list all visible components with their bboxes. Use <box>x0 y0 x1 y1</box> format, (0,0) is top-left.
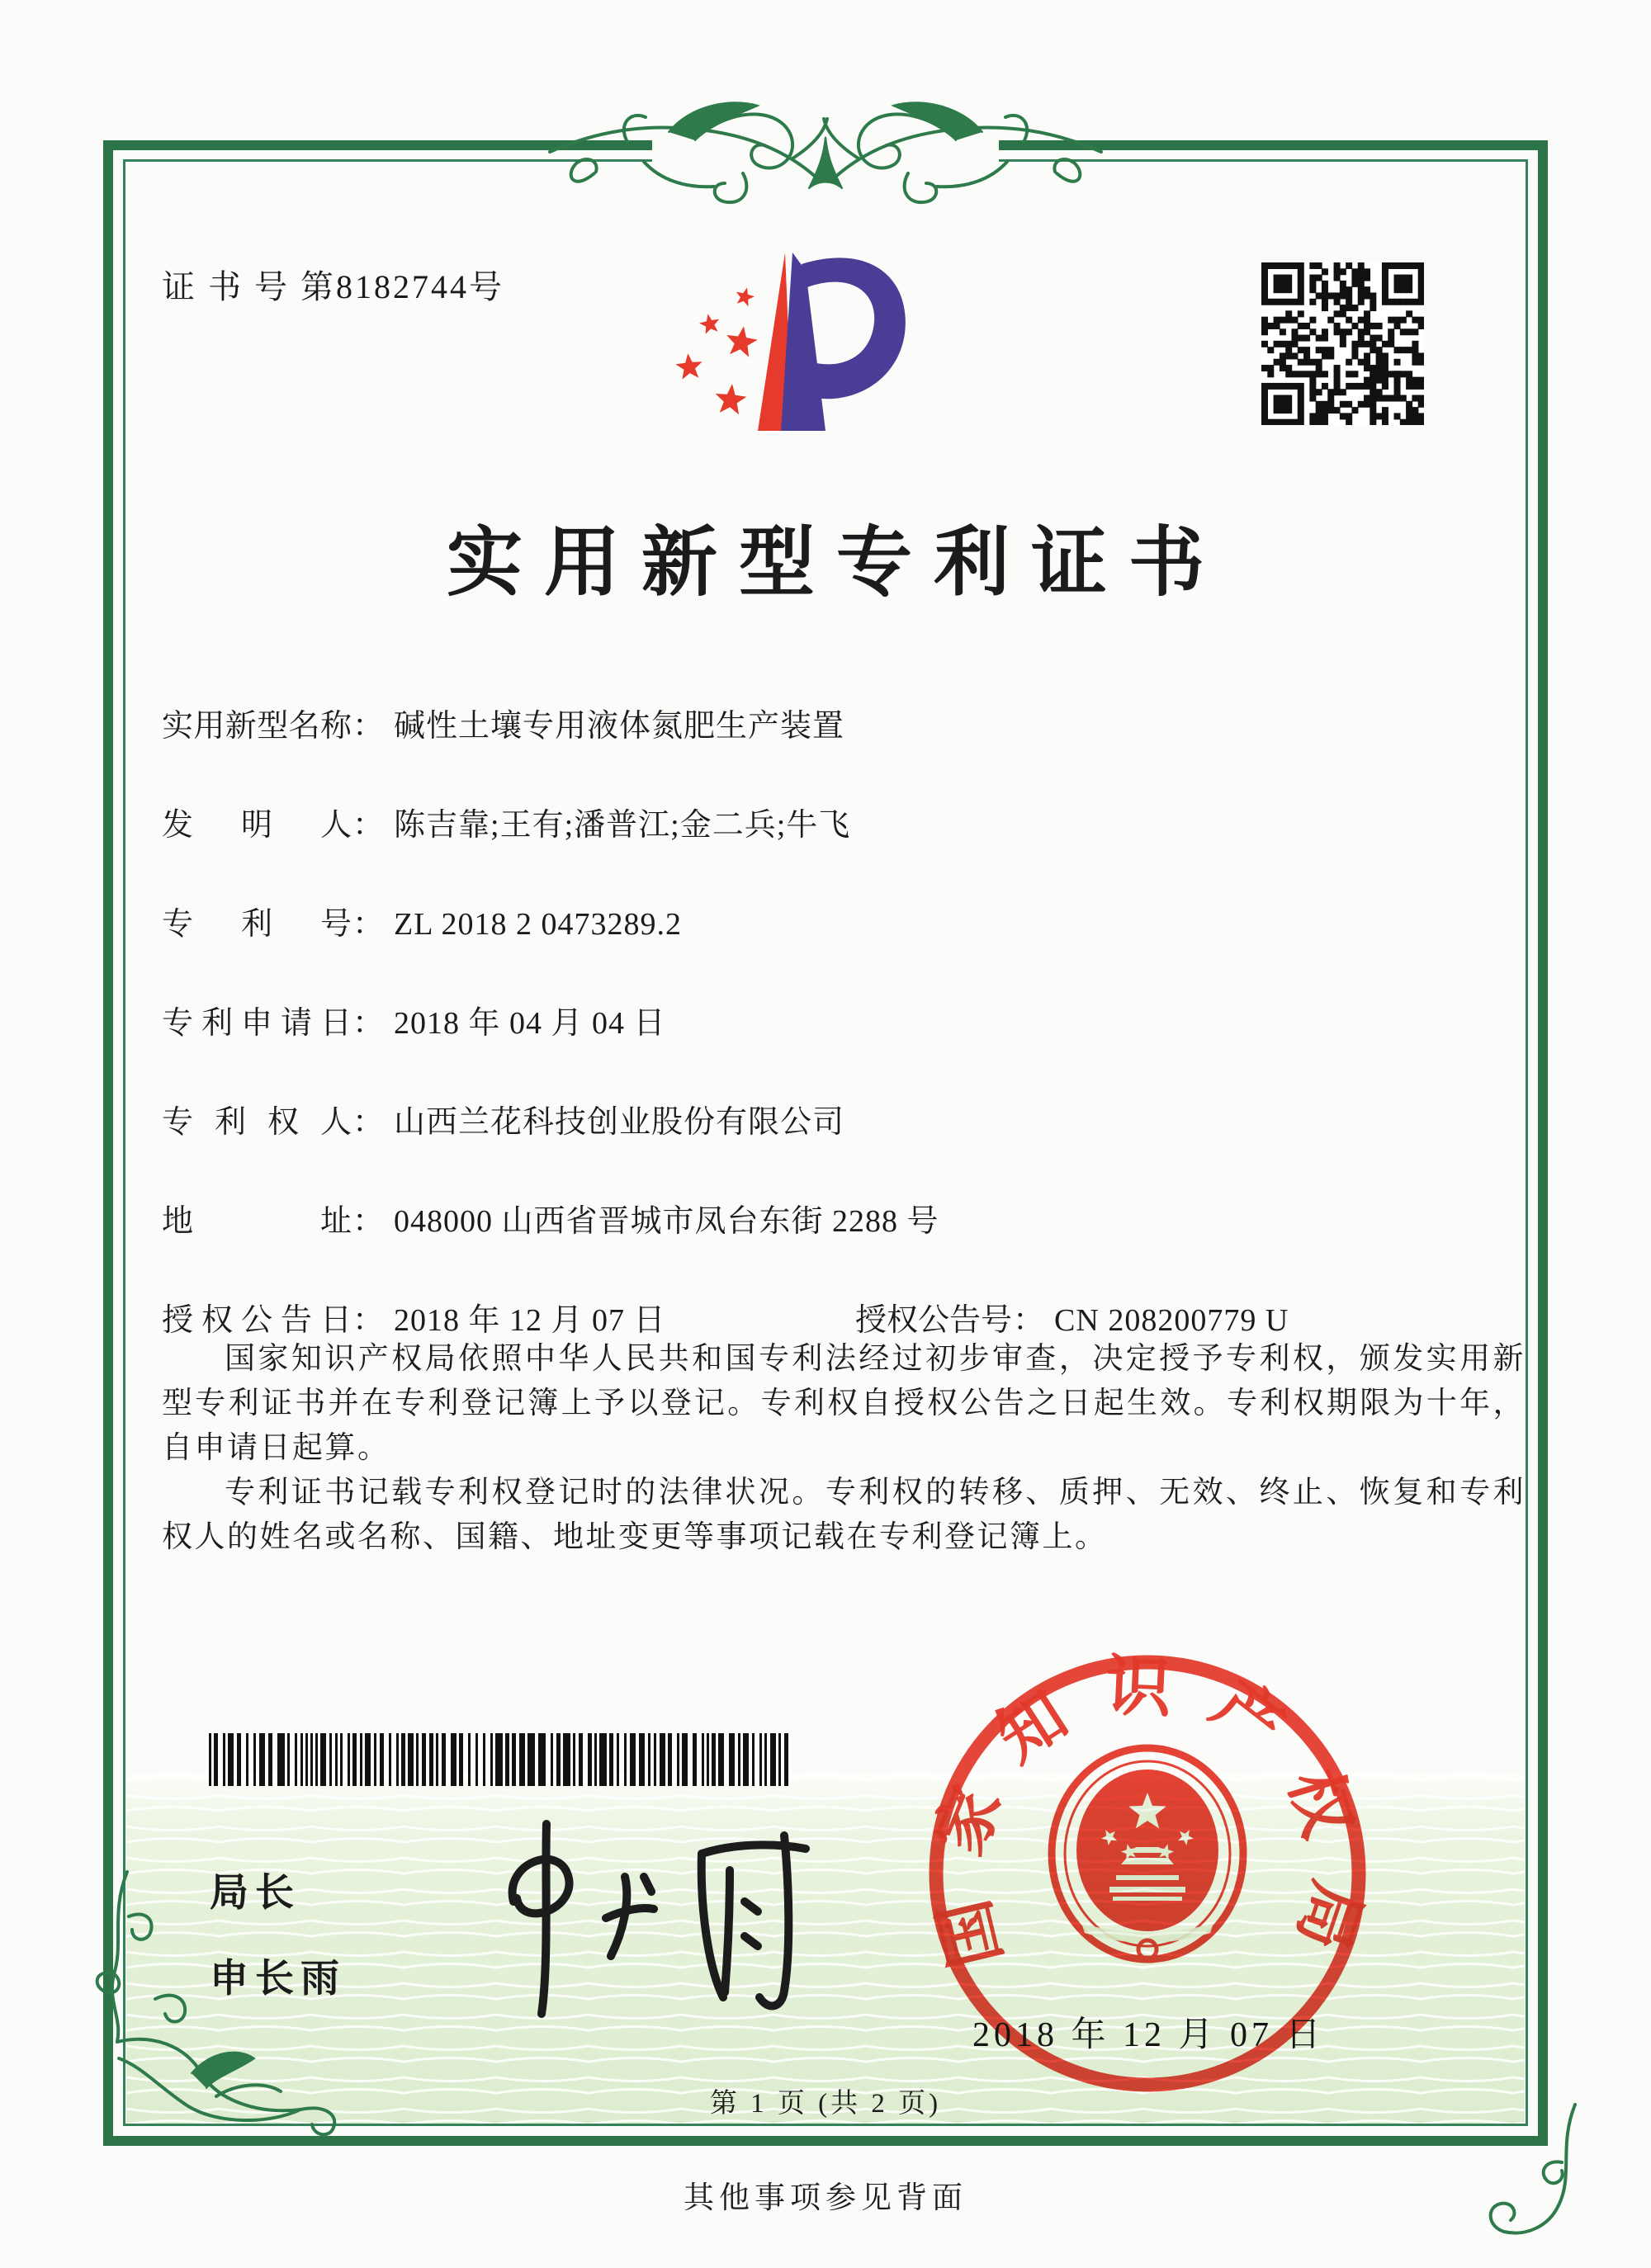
colon: ： <box>352 808 385 843</box>
cnipa-logo-icon <box>636 231 1007 479</box>
field-value: 2018 年 12 月 07 日 <box>394 1303 666 1338</box>
field-value: CN 208200779 U <box>1054 1303 1289 1338</box>
field-label: 授权公告日 <box>162 1303 352 1338</box>
seal-date: 2018 年 12 月 07 日 <box>972 2016 1325 2054</box>
back-note: 其他事项参见背面 <box>684 2181 967 2215</box>
colon: ： <box>352 1105 385 1140</box>
national-emblem-icon <box>1052 1748 1243 1959</box>
page-number: 第 1 页 (共 2 页) <box>709 2089 942 2119</box>
certificate-number: 证 书 号 第8182744号 <box>162 268 504 305</box>
field-value: 碱性土壤专用液体氮肥生产装置 <box>394 709 845 744</box>
director-name: 申长雨 <box>210 1956 346 2000</box>
field-value: 048000 山西省晋城市凤台东街 2288 号 <box>394 1204 939 1239</box>
colon: ： <box>352 709 385 744</box>
legal-text <box>162 1337 1526 1560</box>
field-row-inventors <box>162 799 1532 848</box>
field-label: 专利号 <box>162 907 352 942</box>
field-label: 专利申请日 <box>162 1006 352 1041</box>
logo-stars-icon <box>675 287 757 414</box>
field-label: 发明人 <box>162 808 352 843</box>
field-label: 实用新型名称 <box>162 709 352 744</box>
legal-paragraph-2: 专利证书记载专利权登记时的法律状况。专利权的转移、质押、无效、终止、恢复和专利权人的姓名或名称、国籍、地址变更等事项记载在专利登记簿上。 <box>162 1476 1526 1554</box>
field-value: 2018 年 04 月 04 日 <box>394 1006 666 1041</box>
qr-code-icon <box>1261 262 1424 425</box>
logo-blue-bowl <box>802 258 906 399</box>
field-label: 地址 <box>162 1204 352 1239</box>
signature-icon <box>456 1801 844 2032</box>
field-value: 陈吉靠;王有;潘普江;金二兵;牛飞 <box>394 808 851 843</box>
field-label: 专利权人 <box>162 1105 352 1140</box>
field-row-filing-date <box>162 997 1532 1047</box>
colon: ： <box>352 907 385 942</box>
field-label: 授权公告号 <box>855 1303 1013 1338</box>
field-row-grant <box>162 1294 1532 1344</box>
field-value: ZL 2018 2 0473289.2 <box>394 907 683 942</box>
colon: ： <box>352 1303 385 1338</box>
field-row-patentee <box>162 1096 1532 1146</box>
field-row-patent-no <box>162 898 1532 947</box>
green-dragon-scroll-ornament <box>545 83 1106 239</box>
barcode-icon <box>209 1733 797 1788</box>
colon: ： <box>352 1006 385 1041</box>
field-value: 山西兰花科技创业股份有限公司 <box>394 1105 845 1140</box>
field-row-name <box>162 700 1532 749</box>
seal-text: 国家知识产权局 <box>920 1650 1374 1992</box>
field-grant-number <box>855 1294 1289 1340</box>
colon: ： <box>352 1204 385 1239</box>
field-row-address <box>162 1195 1532 1245</box>
director-title: 局长 <box>210 1870 300 1914</box>
legal-paragraph-1: 国家知识产权局依照中华人民共和国专利法经过初步审查，决定授予专利权，颁发实用新型专利证书并在专利登记簿上予以登记。专利权自授权公告之日起生效。专利权期限为十年，自申请日起算。 <box>162 1342 1526 1465</box>
certificate-title: 实用新型专利证书 <box>446 521 1226 605</box>
colon: ： <box>1013 1303 1045 1338</box>
